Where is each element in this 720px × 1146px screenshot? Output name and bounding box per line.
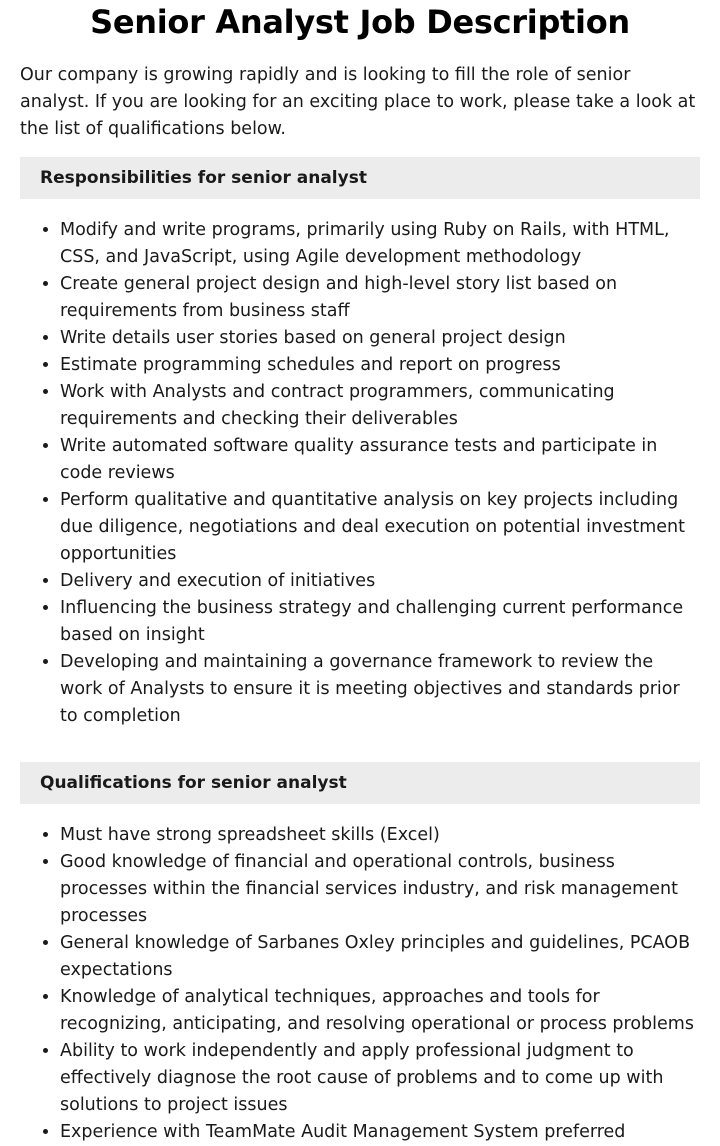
list-item: • Work with Analysts and contract programmers, communicating requirements and checking their deliverables (60, 379, 700, 433)
qualifications-list (20, 822, 700, 1146)
list-item: • Estimate programming schedules and report on progress (60, 352, 700, 379)
list-item: • General knowledge of Sarbanes Oxley principles and guidelines, PCAOB expectations (60, 930, 700, 984)
responsibilities-header: Responsibilities for senior analyst (20, 157, 700, 199)
list-item: • Write automated software quality assurance tests and participate in code reviews (60, 433, 700, 487)
intro-paragraph: Our company is growing rapidly and is looking to fill the role of senior analyst. If you are looking for an exciting place to work, please take a look at the list of qualifications below. (20, 65, 696, 139)
list-item: • Influencing the business strategy and challenging current performance based on insight (60, 595, 700, 649)
list-item: • Perform qualitative and quantitative analysis on key projects including due diligence, negotiations and deal execution on potential investment opportunities (60, 487, 700, 568)
list-item: • Ability to work independently and apply professional judgment to effectively diagnose the root cause of problems and to come up with solutions to project issues (60, 1038, 700, 1119)
list-item: • Write details user stories based on general project design (60, 325, 700, 352)
list-item: • Create general project design and high-level story list based on requirements from business staff (60, 271, 700, 325)
list-item: • Developing and maintaining a governance framework to review the work of Analysts to ensure it is meeting objectives and standards prior to completion (60, 649, 700, 730)
list-item: • Knowledge of analytical techniques, approaches and tools for recognizing, anticipating, and resolving operational or process problems (60, 984, 700, 1038)
responsibilities-list (20, 217, 700, 730)
qualifications-header: Qualifications for senior analyst (20, 762, 700, 804)
list-item: • Must have strong spreadsheet skills (Excel) (60, 822, 700, 849)
list-item: • Delivery and execution of initiatives (60, 568, 700, 595)
page-title: Senior Analyst Job Description (90, 3, 630, 41)
list-item: • Good knowledge of financial and operational controls, business processes within the financial services industry, and risk management processes (60, 849, 700, 930)
list-item: • Experience with TeamMate Audit Management System preferred (60, 1119, 700, 1146)
list-item: • Modify and write programs, primarily using Ruby on Rails, with HTML, CSS, and JavaScript, using Agile development methodology (60, 217, 700, 271)
